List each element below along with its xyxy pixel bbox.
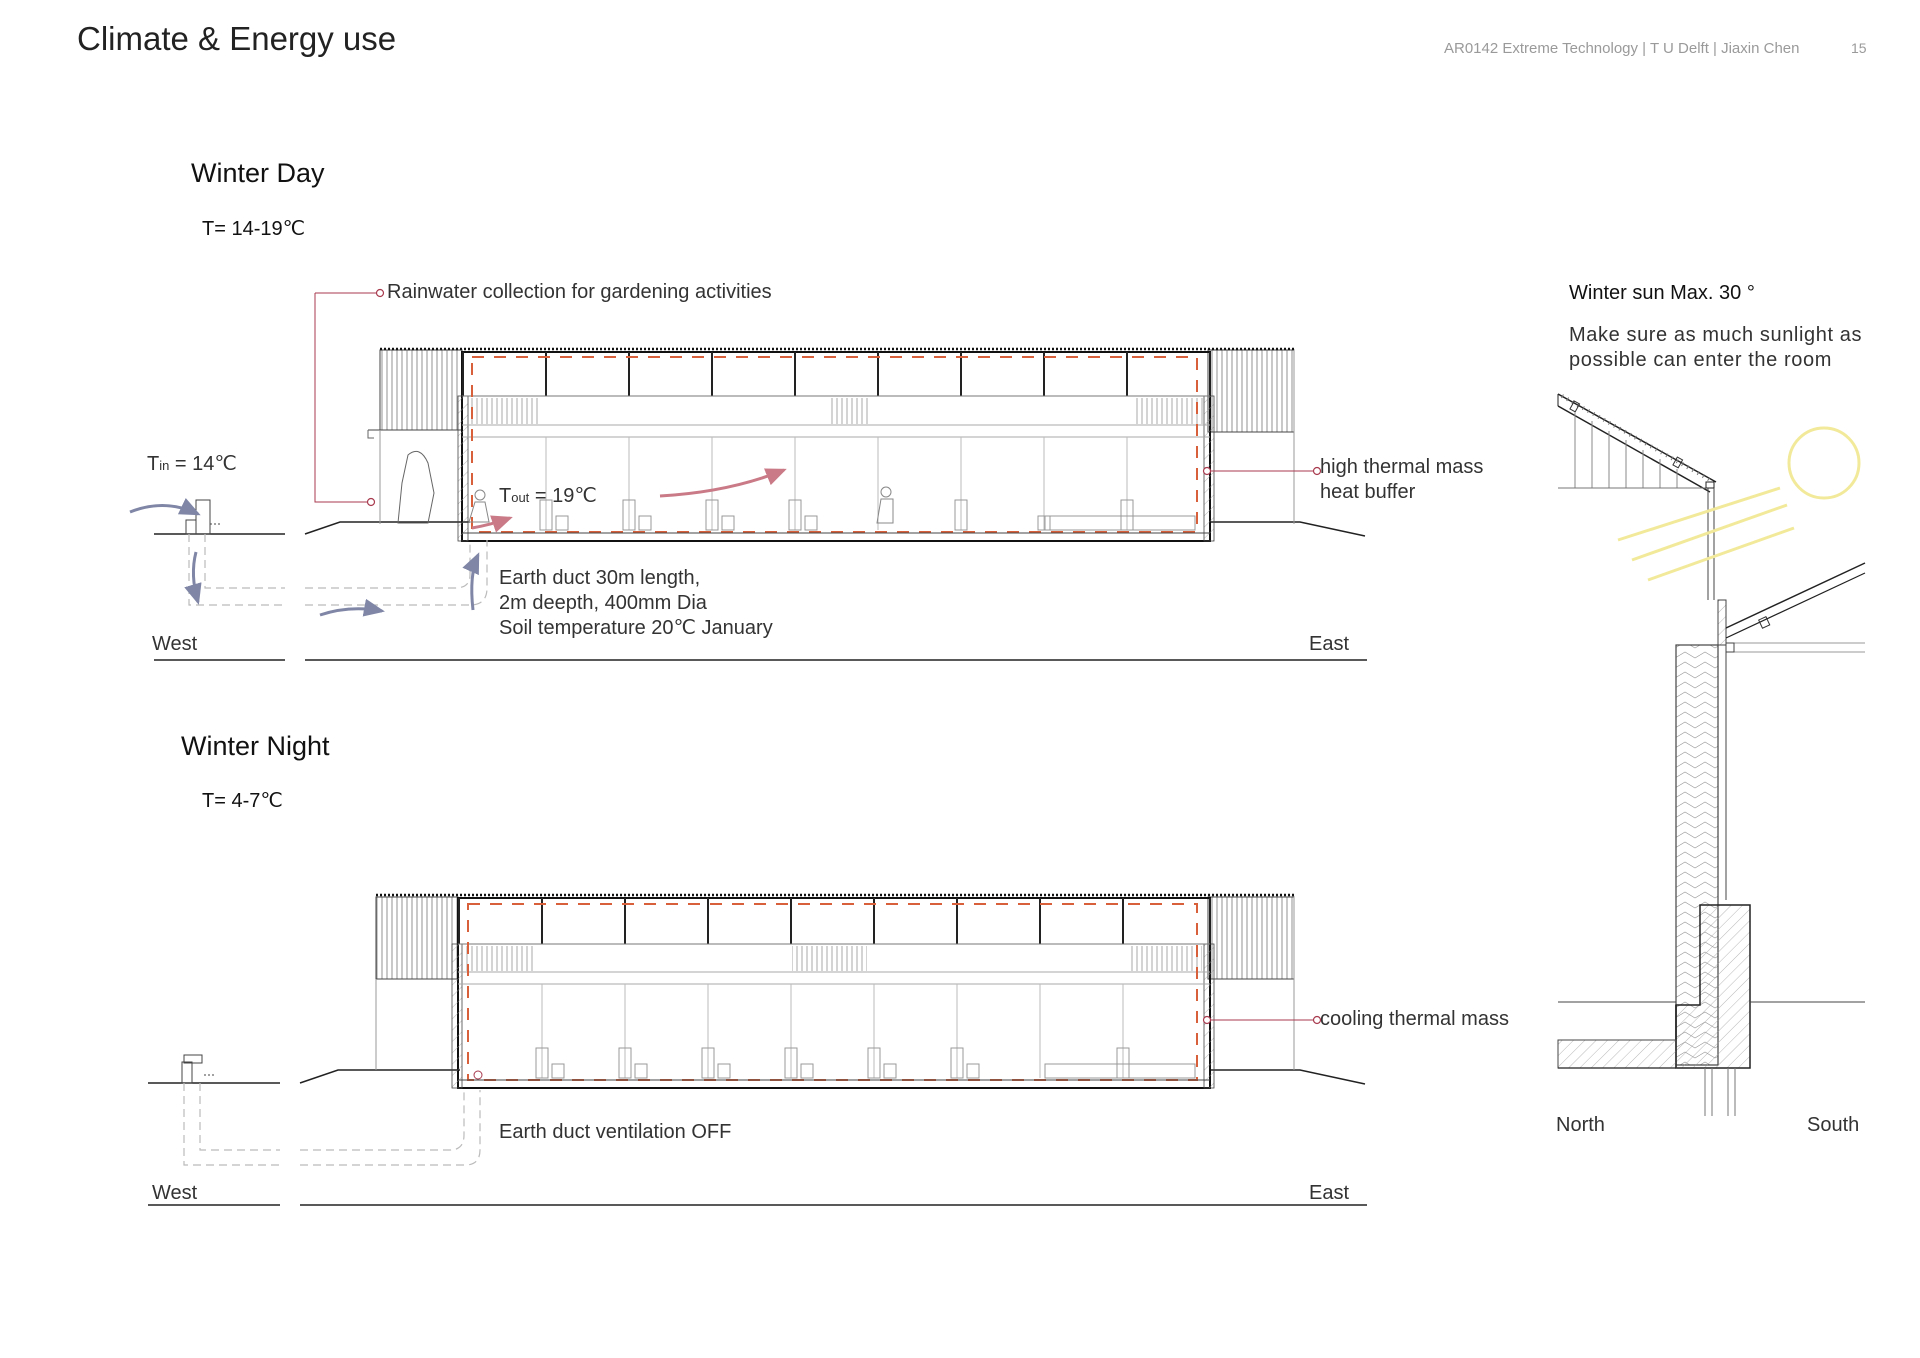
tin-value: = 14℃ — [169, 453, 237, 475]
tin-sub: in — [159, 458, 170, 473]
winter-night-heading: Winter Night — [181, 731, 330, 761]
thermal-note-line1: high thermal mass — [1320, 456, 1484, 478]
sun-angle-section — [1558, 394, 1865, 1116]
duct-note-line2: 2m deepth, 400mm Dia — [499, 592, 707, 614]
page-title: Climate & Energy use — [77, 20, 397, 57]
tout-value: = 19℃ — [529, 485, 597, 507]
tout-prefix: T — [499, 485, 512, 507]
cooling-thermal-mass-note: cooling thermal mass — [1320, 1008, 1509, 1030]
winter-day-temperature: T= 14-19℃ — [202, 218, 306, 240]
tout-sub: out — [511, 490, 530, 505]
sun-icon — [1789, 428, 1859, 498]
thermal-note-line2: heat buffer — [1320, 481, 1416, 503]
winter-night-section — [148, 895, 1367, 1205]
sunlight-note-line1: Make sure as much sunlight as — [1569, 324, 1863, 346]
winter-sun-heading: Winter sun Max. 30 ° — [1569, 282, 1755, 304]
earth-duct-off-note: Earth duct ventilation OFF — [499, 1121, 732, 1143]
duct-note-line3: Soil temperature 20℃ January — [499, 617, 773, 639]
duct-note-line1: Earth duct 30m length, — [499, 567, 701, 589]
east-label-night: East — [1309, 1182, 1350, 1204]
south-label: South — [1807, 1114, 1860, 1136]
east-label-day: East — [1309, 633, 1350, 655]
header-credit: AR0142 Extreme Technology | T U Delft | Jiaxin Chen — [1444, 40, 1800, 57]
winter-day-heading: Winter Day — [191, 158, 325, 188]
west-label-day: West — [152, 633, 198, 655]
winter-day-section — [130, 290, 1367, 661]
page-number: 15 — [1851, 40, 1867, 56]
rainwater-note: Rainwater collection for gardening activities — [387, 281, 772, 303]
winter-night-temperature: T= 4-7℃ — [202, 790, 283, 812]
tin-prefix: T — [147, 453, 160, 475]
north-label: North — [1556, 1114, 1605, 1136]
west-label-night: West — [152, 1182, 198, 1204]
sunlight-note-line2: possible can enter the room — [1569, 349, 1833, 371]
